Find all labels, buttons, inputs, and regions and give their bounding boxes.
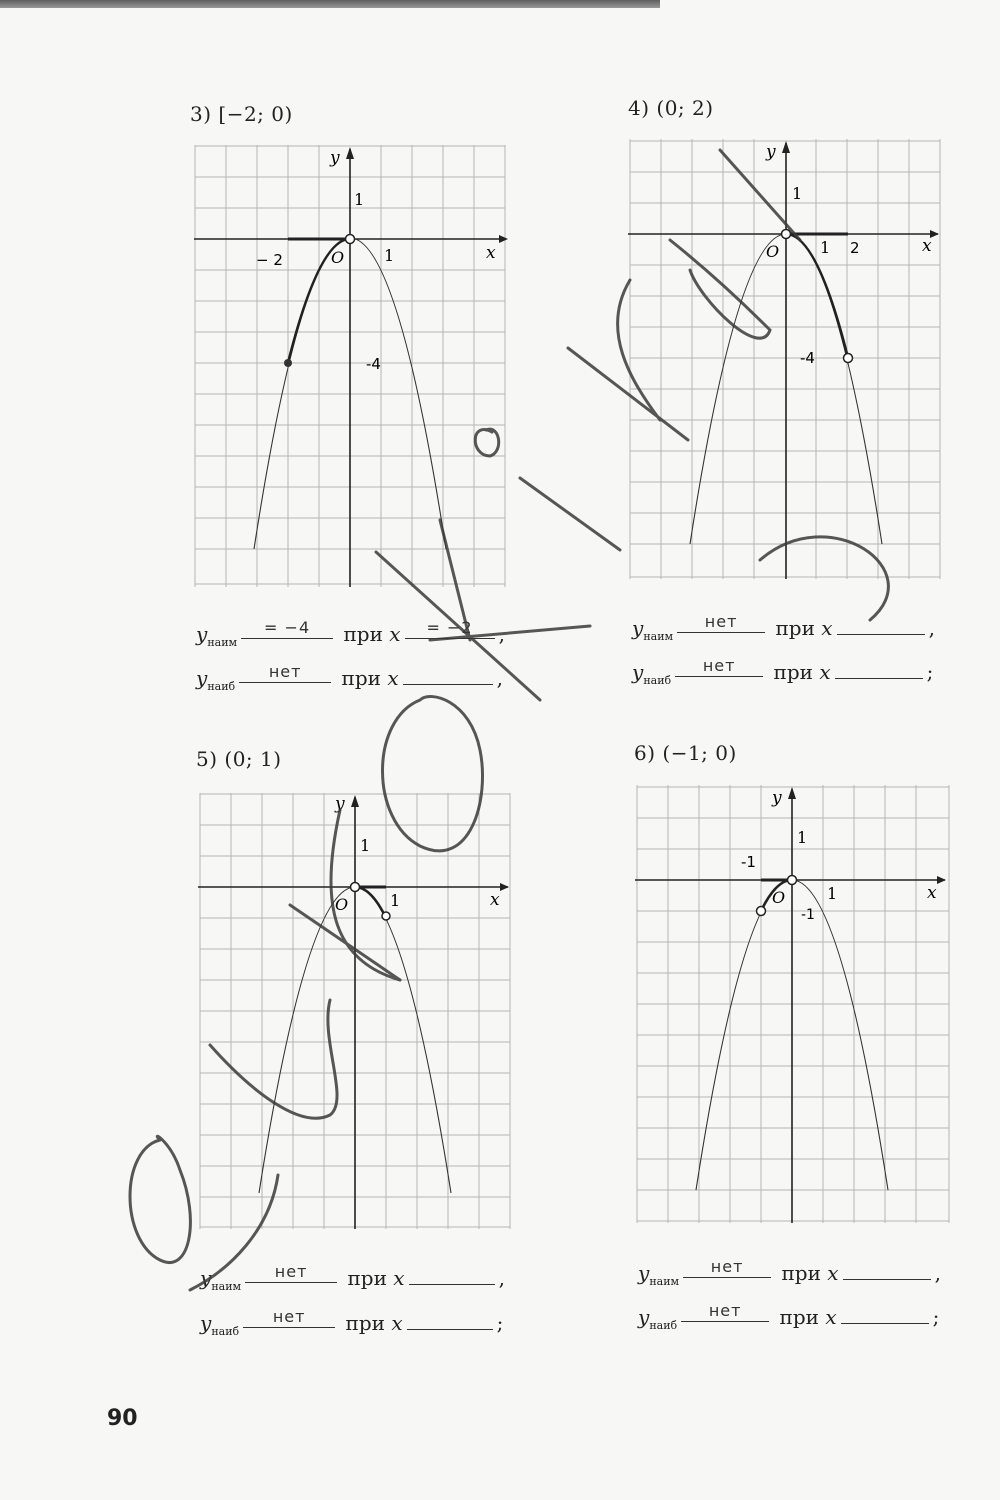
open-point [757, 907, 766, 916]
y-axis-label: y [335, 794, 345, 814]
task-3-title: 3) [−2; 0) [190, 102, 293, 126]
task-6-min-answer: $y_{наим}^{нет}$ при x , [638, 1257, 941, 1288]
origin-label: O [766, 242, 780, 261]
top-edge-rule [0, 0, 660, 8]
task-4-max-answer: $y_{наиб}^{нет}$ при x ; [632, 656, 934, 687]
open-point [782, 230, 791, 239]
task-3-max-answer: $y_{наиб}^{нет}$ при x , [196, 662, 503, 693]
open-point [788, 876, 797, 885]
y-axis-label: y [330, 148, 340, 168]
open-point [382, 912, 390, 920]
y-unit-label: 1 [792, 184, 803, 203]
origin-label: O [335, 895, 349, 914]
y-axis-label: y [772, 788, 782, 808]
x-axis-label: x [927, 883, 937, 903]
hand-answer: нет [268, 662, 302, 681]
task-4-min-answer: $y_{наим}^{нет}$ при x , [632, 612, 935, 643]
hand-mark-2: 2 [850, 239, 860, 257]
grid [630, 139, 940, 579]
open-point [351, 883, 360, 892]
x-unit-label: 1 [827, 884, 838, 903]
filled-point [284, 359, 292, 367]
x-axis-arrow [499, 235, 508, 243]
task-4-graph [628, 137, 946, 583]
hand-mark-minus-1: -1 [801, 907, 815, 923]
task-6-graph [635, 783, 953, 1227]
y-unit-label: 1 [797, 828, 808, 847]
axes [635, 789, 945, 1223]
origin-label: O [772, 888, 786, 907]
hand-mark-minus-4: -4 [800, 349, 815, 367]
grid [637, 785, 949, 1223]
task-5-graph [198, 791, 512, 1233]
hand-answer: нет [704, 612, 738, 631]
hand-answer: нет [708, 1301, 742, 1320]
y-unit-label: 1 [360, 836, 371, 855]
x-unit-label: 1 [820, 238, 831, 257]
y-unit-label: 1 [354, 190, 365, 209]
task-3-min-answer: $y_{наим}^{= -4}$ при x $^{= -2}$ , [196, 618, 505, 649]
task-6-max-answer: $y_{наиб}^{нет}$ при x ; [638, 1301, 940, 1332]
task-5-min-answer: $y_{наим}^{нет}$ при x , [200, 1262, 505, 1293]
hand-mark-minus-1: -1 [741, 853, 756, 871]
axes [628, 143, 938, 579]
interval-highlight [355, 887, 386, 918]
task-3-graph [194, 143, 508, 589]
task-6-title: 6) (−1; 0) [634, 741, 737, 765]
hand-answer: нет [710, 1257, 744, 1276]
y-axis-label: y [766, 142, 776, 162]
axes [198, 797, 508, 1229]
hand-answer: = −2 [426, 618, 473, 637]
hand-answer: нет [702, 656, 736, 675]
x-axis-label: x [490, 890, 500, 910]
x-axis-label: x [486, 243, 496, 263]
origin-label: O [331, 248, 345, 267]
open-point [844, 354, 853, 363]
axes [194, 149, 504, 587]
hand-mark-minus-2: − 2 [256, 251, 283, 269]
task-5-max-answer: $y_{наиб}^{нет}$ при x ; [200, 1307, 504, 1338]
hand-answer: нет [274, 1262, 308, 1281]
x-axis-label: x [922, 236, 932, 256]
y-axis-arrow [346, 147, 354, 159]
task-4-title: 4) (0; 2) [628, 96, 714, 120]
x-unit-label: 1 [390, 891, 401, 910]
page-number: 90 [107, 1406, 138, 1431]
task-5-title: 5) (0; 1) [196, 747, 282, 771]
hand-mark-minus-4: -4 [366, 355, 381, 373]
open-point [346, 235, 355, 244]
hand-answer: = −4 [264, 618, 311, 637]
hand-answer: нет [272, 1307, 306, 1326]
x-unit-label: 1 [384, 246, 395, 265]
